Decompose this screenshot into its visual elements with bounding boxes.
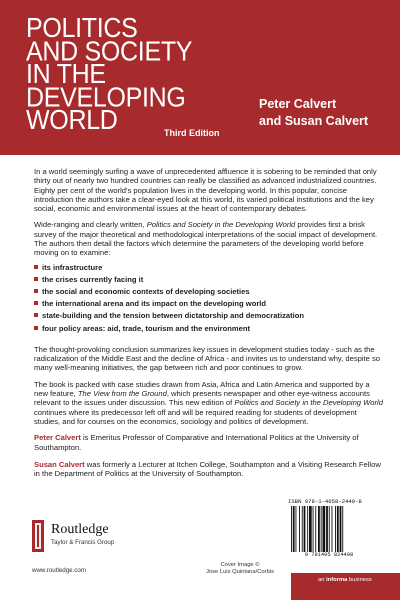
book-title-italic: Politics and Society in the Developing World [234, 398, 383, 408]
barcode-bars [290, 506, 368, 552]
author-name: Susan Calvert [34, 459, 85, 469]
isbn-label: ISBN 978-1-4058-2440-8 [288, 498, 362, 505]
barcode-bar [323, 506, 326, 552]
topic-list [34, 263, 384, 336]
square-bullet-icon [34, 277, 38, 281]
title-line: POLITICS [26, 12, 138, 44]
square-bullet-icon [34, 313, 38, 317]
list-item-text: its infrastructure [42, 262, 103, 272]
informa-badge [291, 573, 400, 600]
text-run: business [347, 577, 372, 583]
barcode-bar [309, 506, 312, 552]
list-item-text: the social and economic contexts of developing societies [42, 287, 250, 297]
text-run: an [318, 577, 327, 583]
list-item [34, 324, 384, 336]
list-item [34, 263, 384, 275]
list-item-text: the crises currently facing it [42, 274, 144, 284]
barcode-bar [291, 506, 292, 552]
title-line: IN THE [26, 58, 106, 90]
barcode-bar [293, 506, 295, 552]
header-band [0, 0, 400, 155]
bio-text: is Emeritus Professor of Comparative and International Politics at the University of Southampton. [34, 433, 359, 452]
title-line: AND SOCIETY [26, 35, 193, 67]
list-item-text: four policy areas: aid, trade, tourism and the environment [42, 323, 251, 333]
edition-label: Third Edition [164, 128, 220, 138]
cover-credit [200, 562, 280, 576]
publisher-group: Taylor & Francis Group [51, 539, 115, 546]
credit-line: Jose Luis Quintana/Corbis [206, 569, 274, 576]
barcode-bar [321, 506, 322, 552]
square-bullet-icon [34, 326, 38, 330]
list-item [34, 287, 384, 299]
barcode-bar [326, 506, 328, 552]
barcode-bar [296, 506, 297, 552]
barcode-bar [335, 506, 336, 552]
blurb-paragraph [34, 380, 384, 426]
text-run: provides first a brisk survey of the major theoretical and methodological interpretations of the social impact of development. The authors then detail the factors which determine the parameters of the developing world before moving on to examine: [34, 220, 378, 258]
title-line: WORLD [26, 104, 118, 136]
routledge-logo-icon [32, 520, 44, 552]
barcode-bar [299, 506, 300, 552]
blurb-paragraph: In a world seemingly surfing a wave of unprecedented affluence it is sobering to be reminded that only thirty out of nearly two hundred countries can really be classified as advanced industrialized countries. Eighty per cent of the world's population lives in the developing world. In this popular, concise introduction the authors take a clear-eyed look at this world, its varied political institutions and the key social, economic and environmental issues at the heart of contemporary debates. [34, 167, 377, 214]
barcode-bar [302, 506, 303, 552]
barcode-bar [332, 506, 333, 552]
authors [259, 96, 368, 130]
list-item-text: the international arena and its impact on the developing world [42, 299, 267, 309]
barcode-bar [329, 506, 330, 552]
barcode-bar [304, 506, 306, 552]
blurb-paragraph [34, 220, 384, 257]
bio-text: was formerly a Lecturer at Itchen College, Southampton and a Visiting Research Fellow in the Department of Politics at the University of Southampton. [34, 459, 381, 479]
book-title-italic: Politics and Society in the Developing World [146, 220, 296, 230]
text-run: The book is packed with case studies drawn from Asia, Africa and Latin America and supported by a new feature, [34, 379, 370, 399]
credit-line: Cover Image © [220, 562, 260, 568]
barcode-bar [318, 506, 320, 552]
title-line: DEVELOPING [26, 81, 186, 113]
author-line: and Susan Calvert [259, 114, 369, 128]
square-bullet-icon [34, 301, 38, 305]
author-bio [34, 433, 384, 452]
publisher-url[interactable]: www.routledge.com [32, 567, 86, 574]
author-bio [34, 460, 384, 479]
barcode-bar [313, 506, 314, 552]
square-bullet-icon [34, 265, 38, 269]
list-item [34, 299, 384, 311]
barcode-icon [288, 498, 370, 562]
text-run: continues where its predecessor left off and will be required reading for students of development studies, and for courses on the economics, sociology and politics of development. [34, 407, 357, 426]
blurb [34, 167, 384, 486]
informa-wordmark: informa [326, 577, 348, 583]
author-line: Peter Calvert [259, 97, 337, 111]
barcode-digits: 9 781405 824408 [304, 552, 354, 558]
text-run: , which presents newspaper and other eye-witness accounts relevant to the issues under discussion. This new edition of [34, 389, 370, 408]
barcode-bar [307, 506, 308, 552]
publisher-name: Routledge [51, 522, 109, 537]
barcode-bar [342, 506, 343, 552]
list-item [34, 311, 384, 323]
list-item-text: state-building and the tension between dictatorship and democratization [42, 311, 305, 321]
barcode-bar [340, 506, 342, 552]
square-bullet-icon [34, 289, 38, 293]
author-name: Peter Calvert [34, 433, 81, 443]
blurb-paragraph: The thought-provoking conclusion summarizes key issues in development studies today - such as the radicalization of the Middle East and the decline of Africa - and invites us to understand why, despite so many well-meaning initiatives, the gap between rich and poor continues to grow. [34, 344, 380, 373]
list-item [34, 275, 384, 287]
feature-title-italic: The View from the Ground [77, 389, 167, 399]
text-run: Wide-ranging and clearly written, [34, 220, 147, 230]
barcode-bar [337, 506, 339, 552]
barcode-bar [315, 506, 316, 552]
